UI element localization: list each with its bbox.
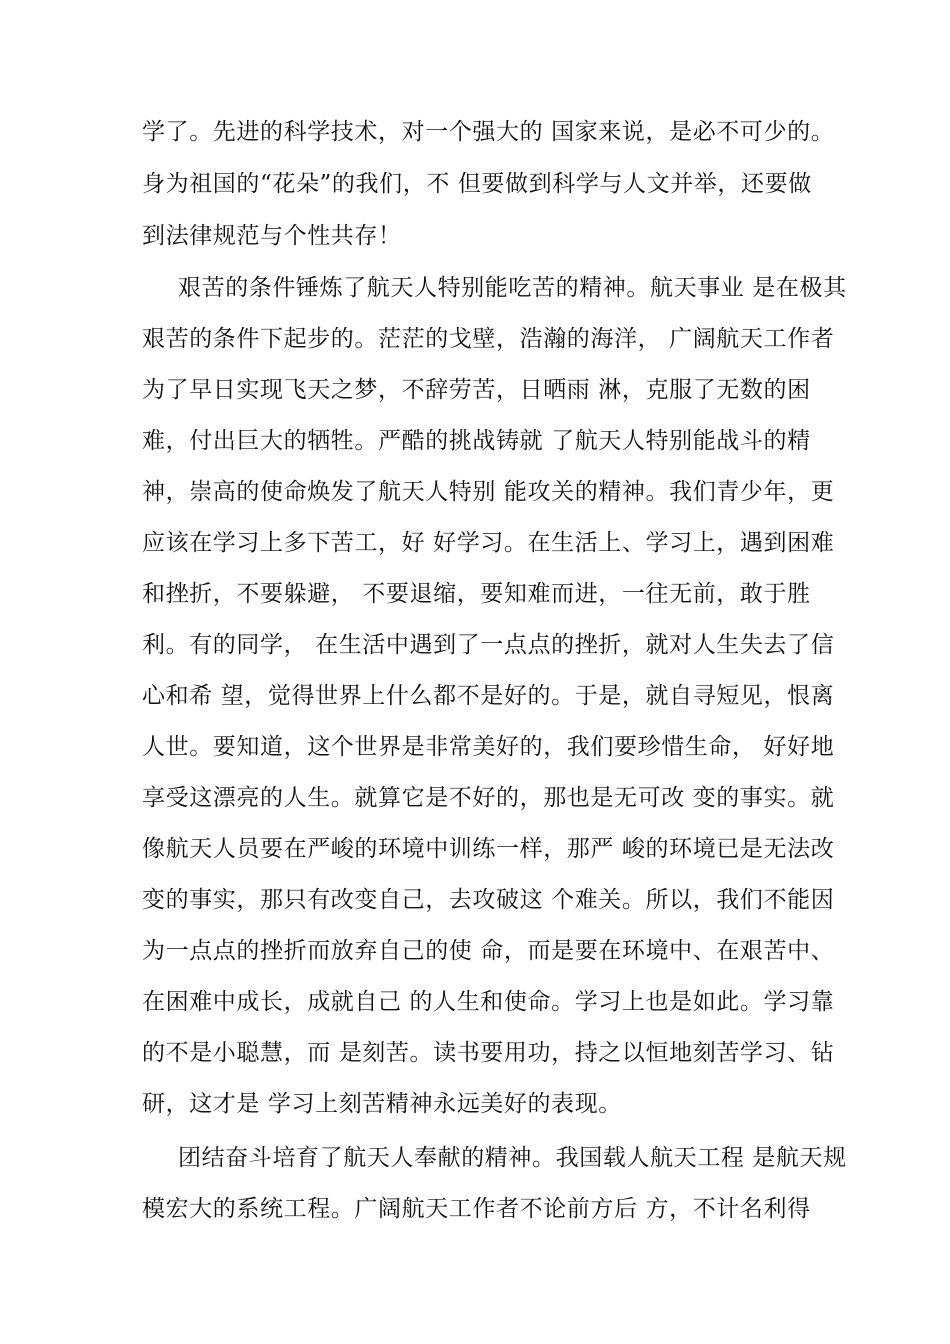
- text-line: 身为祖国的“花朵”的我们，不 但要做到科学与人文并举，还要做: [142, 171, 812, 197]
- text-line: 难，付出巨大的牺牲。严酷的挑战铸就 了航天人特别能战斗的精: [142, 428, 811, 454]
- text-line: 为一点点的挫折而放弃自己的使 命，而是要在环境中、在艰苦中、: [142, 938, 835, 964]
- text-line: 团结奋斗培育了航天人奉献的精神。我国载人航天工程 是航天规: [178, 1145, 847, 1171]
- text-line: 为了早日实现飞天之梦，不辞劳苦，日晒雨 淋，克服了无数的困: [142, 377, 811, 403]
- text-line: 艰苦的条件下起步的。茫茫的戈壁，浩瀚的海洋， 广阔航天工作者: [142, 326, 835, 352]
- text-line: 应该在学习上多下苦工，好 好学习。在生活上、学习上，遇到困难: [142, 530, 835, 556]
- text-line: 到法律规范与个性共存！: [142, 223, 402, 249]
- text-line: 和挫折，不要躲避， 不要退缩，要知难而进，一往无前，敢于胜: [142, 581, 811, 607]
- text-line: 在困难中成长，成就自己 的人生和使命。学习上也是如此。学习靠: [142, 989, 835, 1015]
- text-line: 神，崇高的使命焕发了航天人特别 能攻关的精神。我们青少年，更: [142, 479, 835, 505]
- text-line: 享受这漂亮的人生。就算它是不好的，那也是无可改 变的事实。就: [142, 785, 835, 811]
- text-line: 研，这才是 学习上刻苦精神永远美好的表现。: [142, 1091, 622, 1117]
- text-line: 利。有的同学， 在生活中遇到了一点点的挫折，就对人生失去了信: [142, 632, 835, 658]
- text-line: 模宏大的系统工程。广阔航天工作者不论前方后 方，不计名利得: [142, 1196, 811, 1222]
- text-line: 人世。要知道，这个世界是非常美好的，我们要珍惜生命， 好好地: [142, 734, 835, 760]
- text-line: 艰苦的条件锤炼了航天人特别能吃苦的精神。航天事业 是在极其: [178, 275, 847, 301]
- text-line: 学了。先进的科学技术，对一个强大的 国家来说，是必不可少的。: [142, 119, 835, 145]
- text-line: 的不是小聪慧，而 是刻苦。读书要用功，持之以恒地刻苦学习、钻: [142, 1040, 835, 1066]
- text-line: 心和希 望，觉得世界上什么都不是好的。于是，就自寻短见，恨离: [142, 683, 835, 709]
- text-line: 变的事实，那只有改变自己，去攻破这 个难关。所以，我们不能因: [142, 887, 835, 913]
- text-line: 像航天人员要在严峻的环境中训练一样，那严 峻的环境已是无法改: [142, 836, 835, 862]
